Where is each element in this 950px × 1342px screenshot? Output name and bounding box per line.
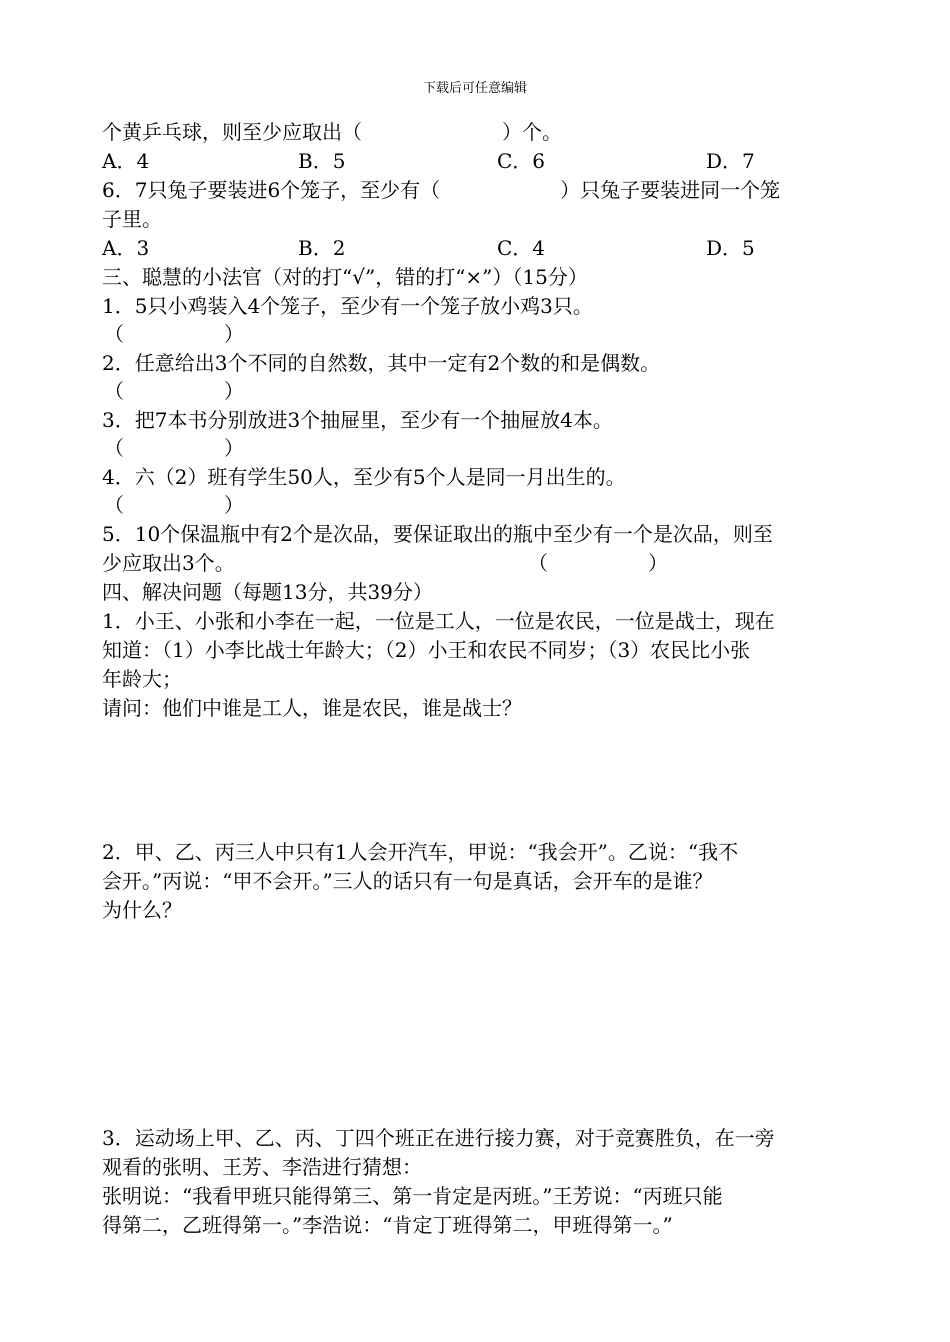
q6-option-b: B．2	[298, 236, 346, 260]
section-3-title: 三、聪慧的小法官（对的打“√”，错的打“×”）（15分）	[102, 265, 588, 289]
problem-3-line-1: 3．运动场上甲、乙、丙、丁四个班正在进行接力赛，对于竞赛胜负，在一旁	[102, 1126, 775, 1150]
problem-2-line-1: 2．甲、乙、丙三人中只有1人会开汽车，甲说：“我会开”。乙说：“我不	[102, 840, 739, 864]
tf-item-1: 1．5只小鸡装入4个笼子，至少有一个笼子放小鸡3只。	[102, 294, 593, 318]
tf-item-4-blank: （ ）	[104, 493, 244, 517]
problem-3-line-4: 得第二，乙班得第一。”李浩说：“肯定丁班得第二，甲班得第一。”	[102, 1213, 673, 1237]
page-header: 下载后可任意编辑	[422, 81, 527, 96]
q5-option-d: D．7	[706, 149, 755, 173]
tf-item-2-blank: （ ）	[104, 379, 244, 403]
q5-option-c: C．6	[497, 149, 546, 173]
tf-item-2: 2．任意给出3个不同的自然数，其中一定有2个数的和是偶数。	[102, 351, 661, 375]
question-6-line-2: 子里。	[102, 207, 162, 231]
tf-item-3-blank: （ ）	[104, 436, 244, 460]
question-5-tail: 个黄乒乓球，则至少应取出（ ）个。	[102, 120, 562, 144]
q6-option-a: A．3	[102, 236, 150, 260]
problem-2-line-3: 为什么？	[102, 898, 182, 922]
problem-1-line-4: 请问：他们中谁是工人，谁是农民，谁是战士？	[102, 696, 522, 720]
problem-3-line-3: 张明说：“我看甲班只能得第三、第一肯定是丙班。”王芳说：“丙班只能	[102, 1184, 723, 1208]
q5-option-a: A．4	[102, 149, 150, 173]
tf-item-5-blank: （ ）	[528, 551, 668, 575]
tf-item-5-line-1: 5．10个保温瓶中有2个是次品，要保证取出的瓶中至少有一个是次品，则至	[102, 522, 773, 546]
tf-item-5-line-2: 少应取出3个。	[102, 551, 235, 575]
q6-option-d: D．5	[706, 236, 755, 260]
q5-option-b: B．5	[298, 149, 346, 173]
tf-item-3: 3．把7本书分别放进3个抽屉里，至少有一个抽屉放4本。	[102, 408, 613, 432]
problem-1-line-1: 1．小王、小张和小李在一起，一位是工人，一位是农民，一位是战士，现在	[102, 609, 775, 633]
q6-option-c: C．4	[497, 236, 546, 260]
tf-item-1-blank: （ ）	[104, 322, 244, 346]
tf-item-4: 4．六（2）班有学生50人，至少有5个人是同一月出生的。	[102, 465, 626, 489]
problem-1-line-3: 年龄大；	[102, 667, 182, 691]
question-6-line-1: 6．7只兔子要装进6个笼子，至少有（ ）只兔子要装进同一个笼	[102, 178, 781, 202]
problem-1-line-2: 知道：（1）小李比战士年龄大；（2）小王和农民不同岁；（3）农民比小张	[102, 638, 751, 662]
section-4-title: 四、解决问题（每题13分，共39分）	[102, 580, 433, 604]
problem-3-line-2: 观看的张明、王芳、李浩进行猜想：	[102, 1155, 422, 1179]
problem-2-line-2: 会开。”丙说：“甲不会开。”三人的话只有一句是真话，会开车的是谁？	[102, 869, 713, 893]
